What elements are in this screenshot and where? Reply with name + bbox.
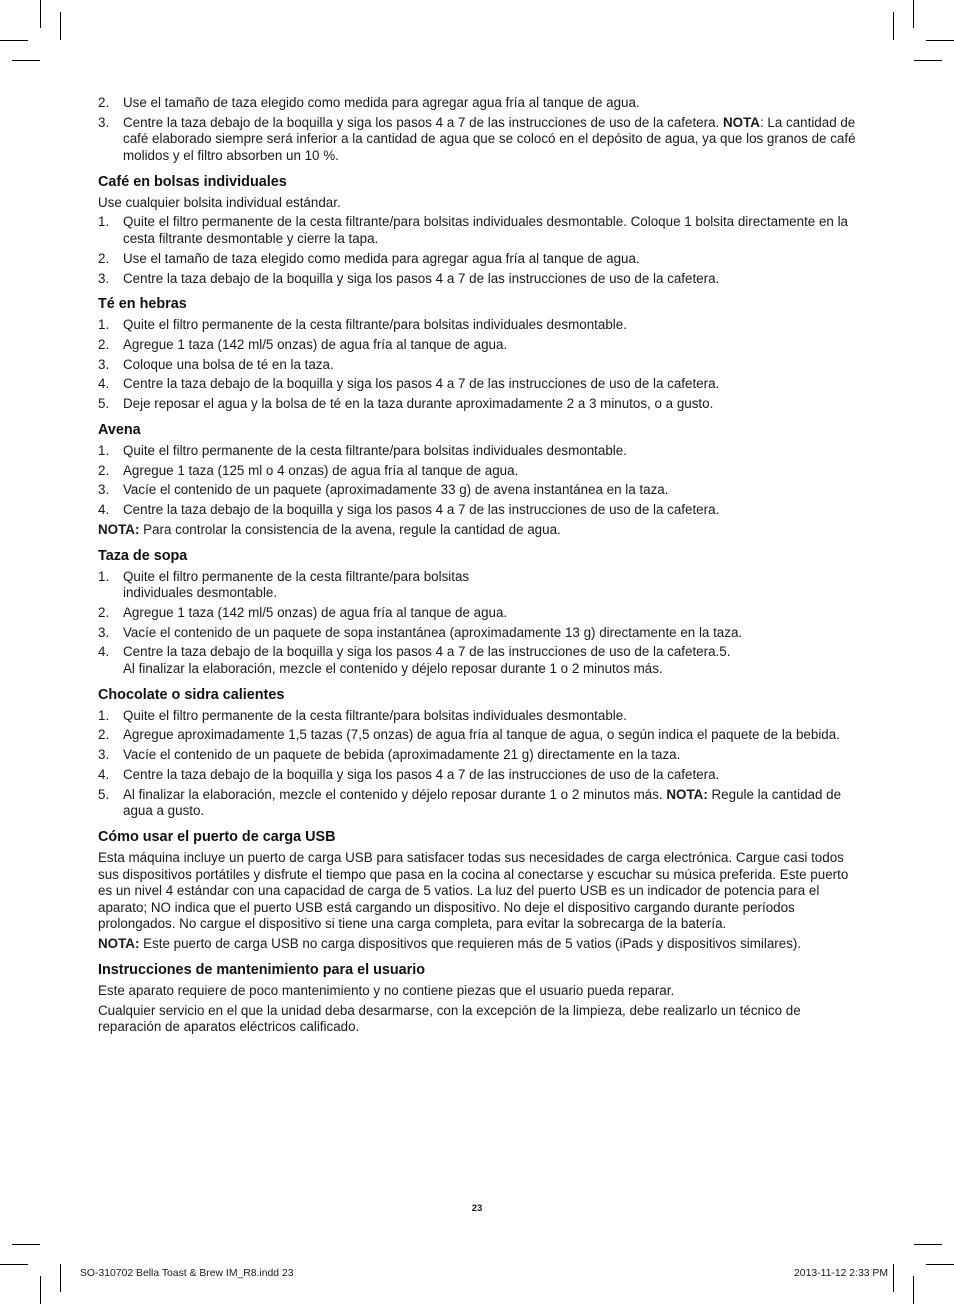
step-text-main: Deje reposar el agua y la bolsa de té en la taza durante aproximadamente 2 a 3 minutos, o a gusto. (123, 396, 714, 412)
step-text-main: Agregue 1 taza (142 ml/5 onzas) de agua fría al tanque de agua. (123, 336, 508, 352)
step-number: 3. (98, 482, 110, 498)
step-text-main: Centre la taza debajo de la boquilla y siga los pasos 4 a 7 de las instrucciones de uso de la cafetera. (123, 114, 720, 130)
list-item (98, 463, 858, 480)
step-text (123, 214, 858, 247)
step-list (98, 317, 858, 413)
step-number: 1. (98, 707, 110, 723)
step-text (123, 317, 858, 334)
step-text (123, 747, 858, 764)
crop-mark (40, 0, 41, 28)
crop-mark (60, 12, 61, 40)
section (98, 95, 858, 165)
section-heading: Café en bolsas individuales (98, 173, 287, 190)
step-text (123, 625, 858, 642)
step-text (123, 605, 858, 622)
section-paragraph: Use cualquier bolsita individual estándar. (98, 194, 341, 210)
section-heading: Cómo usar el puerto de carga USB (98, 828, 336, 845)
step-text (123, 357, 858, 374)
section-heading: Instrucciones de mantenimiento para el usuario (98, 961, 426, 978)
note-text: Regule la cantidad de agua a gusto. (123, 786, 842, 819)
section-heading: Avena (98, 421, 141, 438)
step-list (98, 95, 858, 165)
crop-mark (40, 1276, 41, 1304)
step-number: 4. (98, 767, 110, 782)
page-number: 23 (471, 1203, 483, 1214)
list-item (98, 214, 858, 247)
step-text-main: Coloque una bolsa de té en la taza. (123, 356, 334, 372)
step-text-main: Quite el filtro permanente de la cesta filtrante/para bolsitas individuales desmontable. (123, 317, 627, 333)
list-item (98, 337, 858, 354)
note-paragraph (98, 936, 858, 953)
section (98, 686, 858, 820)
crop-mark (893, 1264, 894, 1292)
crop-mark (926, 1264, 954, 1265)
section-paragraph: Cualquier servicio en el que la unidad deba desarmarse, con la excepción de la limpieza, debe realizarlo un técnico de reparación de aparatos eléctricos calificado. (98, 1002, 801, 1035)
step-text (123, 396, 858, 413)
step-number: 3. (98, 114, 110, 130)
crop-mark (913, 1276, 914, 1304)
step-text-main: Quite el filtro permanente de la cesta filtrante/para bolsitas (123, 568, 470, 584)
step-text-main: Centre la taza debajo de la boquilla y siga los pasos 4 a 7 de las instrucciones de uso de la cafetera.5. (123, 644, 731, 660)
step-text-main: Centre la taza debajo de la boquilla y siga los pasos 4 a 7 de las instrucciones de uso de la cafetera. (123, 502, 720, 518)
crop-mark (60, 1264, 61, 1292)
step-number: 3. (98, 747, 110, 763)
list-item (98, 357, 858, 374)
crop-mark (12, 60, 40, 61)
note-label: NOTA (723, 114, 760, 130)
step-text-continued: individuales desmontable. (123, 585, 278, 601)
step-number: 2. (98, 336, 110, 352)
crop-mark (0, 1264, 28, 1265)
step-text (123, 463, 858, 480)
step-number: 4. (98, 644, 110, 660)
list-item (98, 95, 858, 112)
crop-mark (914, 60, 942, 61)
step-text-main: Agregue aproximadamente 1,5 tazas (7,5 onzas) de agua fría al tanque de agua, o según indica el paquete de la bebida. (123, 727, 840, 743)
step-text (123, 727, 858, 744)
step-list (98, 443, 858, 519)
step-text-main: Centre la taza debajo de la boquilla y siga los pasos 4 a 7 de las instrucciones de uso de la cafetera. (123, 270, 720, 286)
note-text: : La cantidad de café elaborado siempre será inferior a la cantidad de agua que se colocó en el depósito de agua, ya que los granos de café molidos y el filtro absorben un 10 %. (123, 114, 856, 163)
step-text-main: Vacíe el contenido de un paquete de sopa instantánea (aproximadamente 13 g) directamente en la taza. (123, 624, 743, 640)
slug-timestamp: 2013-11-12 2:33 PM (794, 1268, 888, 1279)
section-heading: Té en hebras (98, 296, 187, 313)
step-text-main: Centre la taza debajo de la boquilla y siga los pasos 4 a 7 de las instrucciones de uso de la cafetera. (123, 376, 720, 392)
step-text (123, 644, 858, 677)
section-paragraph: Este aparato requiere de poco mantenimiento y no contiene piezas que el usuario pueda reparar. (98, 982, 675, 998)
list-item (98, 482, 858, 499)
list-item (98, 271, 858, 288)
crop-mark (893, 12, 894, 40)
step-text (123, 569, 858, 602)
list-item (98, 767, 858, 784)
step-text-main: Quite el filtro permanente de la cesta filtrante/para bolsitas individuales desmontable. (123, 442, 627, 458)
step-text (123, 337, 858, 354)
step-number: 1. (98, 568, 110, 584)
step-number: 1. (98, 442, 110, 458)
step-text (123, 482, 858, 499)
note-label: NOTA: (98, 521, 140, 537)
section-paragraph: Esta máquina incluye un puerto de carga USB para satisfacer todas sus necesidades de carga electrónica. Cargue casi todos sus dispositivos portátiles y disfrute el tiempo que pasa en la cocina al conectarse y escuchar su música preferida. Este puerto es un nivel 4 estándar con una capacidad de carga de 5 vatios. La luz del puerto USB es un indicador de potencia para el aparato; NO indica que el puerto USB está cargando un dispositivo. No deje el dispositivo cargando durante períodos prolongados. No cargue el dispositivo si tiene una carga completa, para evitar la sobrecarga de la batería. (98, 849, 849, 932)
step-text (123, 443, 858, 460)
list-item (98, 317, 858, 334)
step-text (123, 708, 858, 725)
page-content (98, 95, 858, 1039)
list-item (98, 625, 858, 642)
step-number: 2. (98, 462, 110, 478)
section (98, 828, 858, 953)
list-item (98, 376, 858, 393)
section (98, 547, 858, 678)
list-item (98, 115, 858, 165)
step-number: 3. (98, 356, 110, 372)
step-number: 1. (98, 214, 110, 230)
section (98, 173, 858, 288)
note-text: Este puerto de carga USB no carga dispositivos que requieren más de 5 vatios (iPads y dispositivos similares). (139, 936, 802, 952)
step-text-continued: Al finalizar la elaboración, mezcle el contenido y déjelo reposar durante 1 o 2 minutos más. (123, 661, 663, 677)
step-text-main: Centre la taza debajo de la boquilla y siga los pasos 4 a 7 de las instrucciones de uso de la cafetera. (123, 767, 720, 782)
note-label: NOTA: (98, 936, 140, 952)
step-number: 1. (98, 317, 110, 333)
step-number: 3. (98, 624, 110, 640)
section (98, 295, 858, 413)
step-text (123, 95, 858, 112)
list-item (98, 443, 858, 460)
step-number: 4. (98, 502, 110, 518)
step-number: 4. (98, 376, 110, 392)
step-text-main: Use el tamaño de taza elegido como medida para agregar agua fría al tanque de agua. (123, 95, 640, 110)
section-heading: Taza de sopa (98, 547, 188, 564)
slug-filename: SO-310702 Bella Toast & Brew IM_R8.indd 23 (80, 1268, 294, 1279)
crop-mark (0, 40, 28, 41)
step-list (98, 569, 858, 678)
crop-mark (913, 0, 914, 28)
list-item (98, 502, 858, 519)
step-number: 5. (98, 396, 110, 412)
step-text (123, 376, 858, 393)
step-text-main: Agregue 1 taza (125 ml o 4 onzas) de agua fría al tanque de agua. (123, 462, 519, 478)
list-item (98, 605, 858, 622)
step-text-main: Vacíe el contenido de un paquete (aproximadamente 33 g) de avena instantánea en la taza. (123, 482, 669, 498)
step-list (98, 214, 858, 287)
step-number: 3. (98, 270, 110, 286)
list-item (98, 251, 858, 268)
list-item (98, 708, 858, 725)
step-list (98, 708, 858, 820)
step-text-main: Quite el filtro permanente de la cesta filtrante/para bolsitas individuales desmontable. (123, 707, 627, 723)
note-label: NOTA: (666, 786, 708, 802)
note-paragraph (98, 522, 858, 539)
list-item (98, 727, 858, 744)
section (98, 961, 858, 1036)
step-text-main: Agregue 1 taza (142 ml/5 onzas) de agua fría al tanque de agua. (123, 604, 508, 620)
step-text (123, 502, 858, 519)
step-text (123, 271, 858, 288)
crop-mark (914, 1244, 942, 1245)
step-text (123, 787, 858, 820)
list-item (98, 569, 858, 602)
section-heading: Chocolate o sidra calientes (98, 686, 285, 703)
step-text (123, 767, 858, 784)
step-number: 2. (98, 95, 110, 110)
step-text-main: Vacíe el contenido de un paquete de bebida (aproximadamente 21 g) directamente en la taza. (123, 747, 681, 763)
step-text (123, 251, 858, 268)
step-number: 2. (98, 250, 110, 266)
crop-mark (926, 40, 954, 41)
step-text-main: Al finalizar la elaboración, mezcle el contenido y déjelo reposar durante 1 o 2 minutos más. (123, 786, 663, 802)
list-item (98, 644, 858, 677)
section (98, 421, 858, 539)
step-text-main: Use el tamaño de taza elegido como medida para agregar agua fría al tanque de agua. (123, 250, 640, 266)
list-item (98, 787, 858, 820)
note-text: Para controlar la consistencia de la avena, regule la cantidad de agua. (139, 521, 561, 537)
list-item (98, 747, 858, 764)
step-text-main: Quite el filtro permanente de la cesta filtrante/para bolsitas individuales desmontable. Coloque 1 bolsita directamente en la cesta filtrante desmontable y cierre la tapa. (123, 214, 849, 246)
step-number: 2. (98, 604, 110, 620)
step-number: 5. (98, 786, 110, 802)
step-text (123, 115, 858, 165)
step-number: 2. (98, 727, 110, 743)
crop-mark (12, 1244, 40, 1245)
list-item (98, 396, 858, 413)
